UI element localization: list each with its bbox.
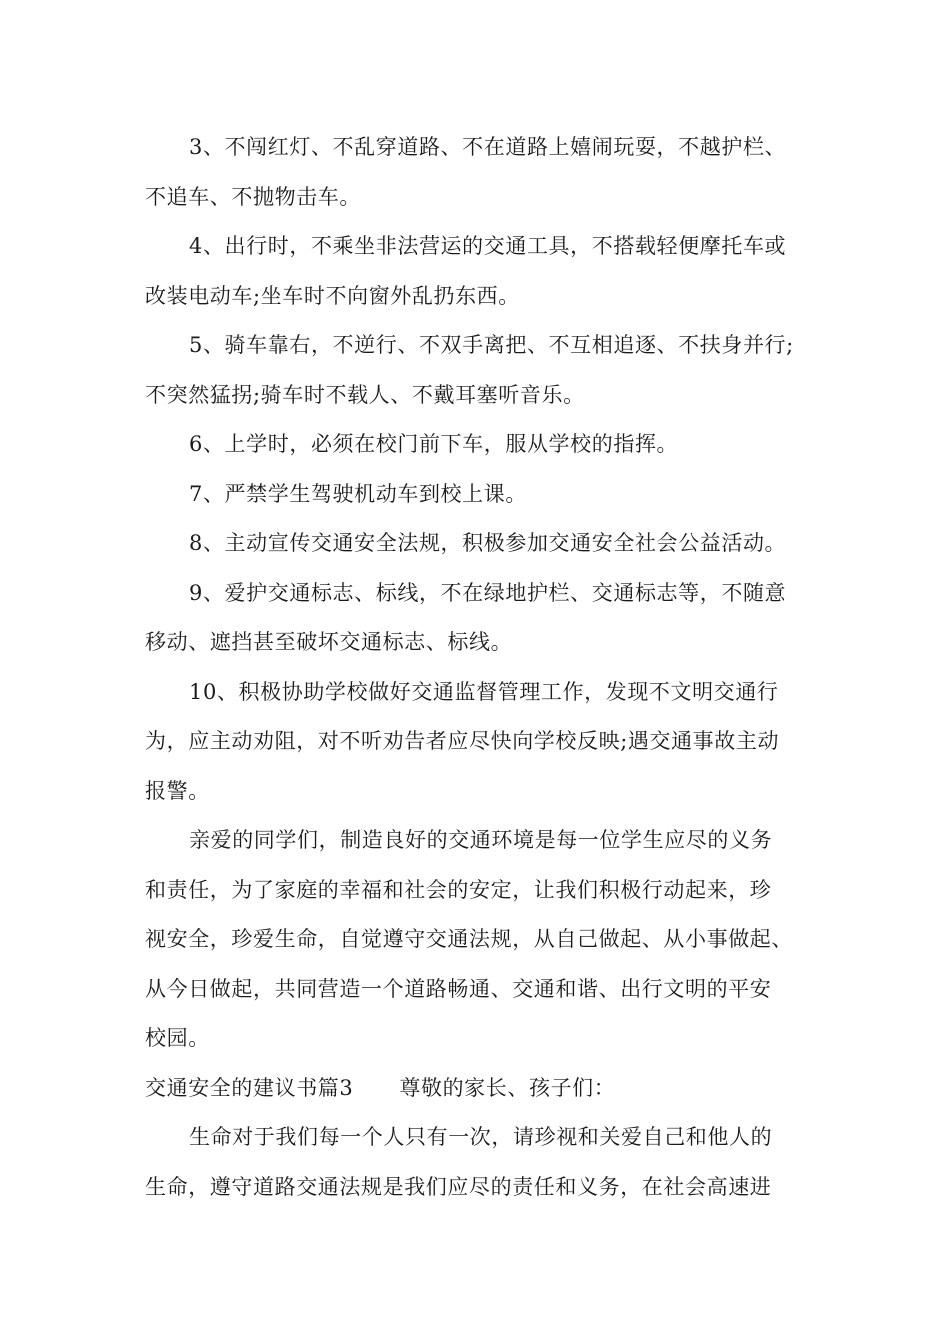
rule-paragraph-3	[145, 123, 835, 222]
closing-paragraph	[145, 1113, 835, 1212]
rule-paragraph-7	[145, 470, 835, 520]
document-body	[145, 123, 835, 1212]
text-line: 6、上学时，必须在校门前下车，服从学校的指挥。	[189, 432, 679, 456]
rule-paragraph-9	[145, 569, 835, 668]
section-title: 交通安全的建议书篇3	[145, 1075, 354, 1100]
salutation: 尊敬的家长、孩子们：	[399, 1075, 616, 1100]
text-line: 亲爱的同学们，制造良好的交通环境是每一位学生应尽的义务	[189, 828, 773, 852]
text-line: 校园。	[145, 1026, 210, 1050]
text-line: 生命对于我们每一个人只有一次，请珍视和关爱自己和他人的	[189, 1125, 773, 1149]
rule-paragraph-10	[145, 668, 835, 817]
text-line: 5、骑车靠右，不逆行、不双手离把、不互相追逐、不扶身并行;	[189, 333, 794, 357]
text-line: 和责任，为了家庭的幸福和社会的安定，让我们积极行动起来，珍	[145, 877, 772, 902]
rule-paragraph-8	[145, 519, 835, 569]
text-line: 4、出行时，不乘坐非法营运的交通工具，不搭载轻便摩托车或	[189, 234, 787, 258]
text-line: 不突然猛拐;骑车时不载人、不戴耳塞听音乐。	[145, 382, 585, 407]
text-line: 不追车、不抛物击车。	[145, 184, 361, 209]
section-heading-line	[145, 1064, 835, 1114]
text-line: 生命，遵守道路交通法规是我们应尽的责任和义务，在社会高速进	[145, 1174, 772, 1199]
text-line: 8、主动宣传交通安全法规，积极参加交通安全社会公益活动。	[189, 531, 787, 555]
text-line: 9、爱护交通标志、标线，不在绿地护栏、交通标志等，不随意	[189, 580, 787, 605]
text-line: 3、不闯红灯、不乱穿道路、不在道路上嬉闹玩耍，不越护栏、	[189, 135, 787, 159]
rule-paragraph-6	[145, 420, 835, 470]
text-line: 7、严禁学生驾驶机动车到校上课。	[189, 481, 527, 506]
text-line: 视安全，珍爱生命，自觉遵守交通法规，从自己做起、从小事做起、	[145, 927, 793, 951]
text-line: 为，应主动劝阻，对不听劝告者应尽快向学校反映;遇交通事故主动	[145, 729, 780, 753]
rule-paragraph-5	[145, 321, 835, 420]
text-line: 报警。	[145, 778, 210, 803]
text-line: 改装电动车;坐车时不向窗外乱扔东西。	[145, 283, 520, 308]
text-line: 10、积极协助学校做好交通监督管理工作，发现不文明交通行	[189, 679, 779, 704]
rule-paragraph-4	[145, 222, 835, 321]
text-line: 移动、遮挡甚至破坏交通标志、标线。	[145, 630, 513, 654]
appeal-paragraph	[145, 816, 835, 1064]
text-line: 从今日做起，共同营造一个道路畅通、交通和谐、出行文明的平安	[145, 976, 772, 1001]
